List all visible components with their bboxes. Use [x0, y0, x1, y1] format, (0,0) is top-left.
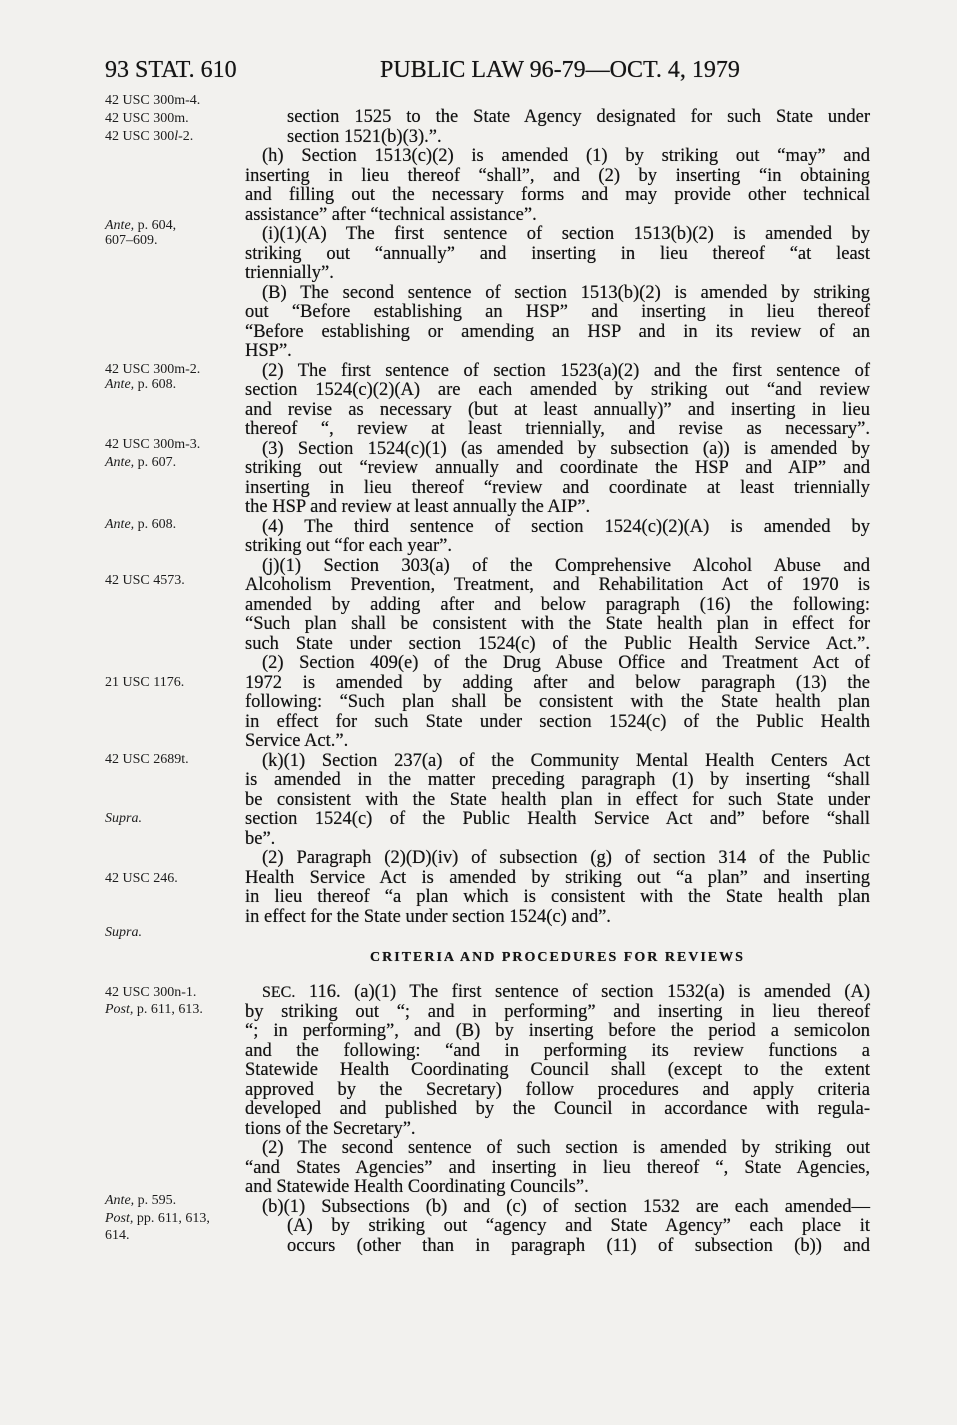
- margin-note-italic: Ante,: [105, 377, 135, 392]
- text-line: the HSP and review at least annually the AIP”.: [245, 497, 591, 518]
- text-line: in effect for the State under section 1524(c) and”.: [245, 906, 611, 927]
- margin-note-text: 42 USC 2689t.: [105, 752, 189, 767]
- text-line: (i)(1)(A) The first sentence of section 1513(b)(2) is amended by: [262, 224, 870, 245]
- page-stat-number: 93 STAT. 610: [105, 57, 237, 83]
- margin-note: [105, 517, 176, 533]
- margin-note-text: 42 USC 300n-1.: [105, 985, 197, 1000]
- text-line: section 1521(b)(3).”.: [287, 126, 442, 147]
- text-line: striking out “annually” and inserting in lieu thereof “at least: [245, 243, 870, 264]
- text-line: tions of the Secretary”.: [245, 1118, 416, 1139]
- body-text: [245, 108, 870, 1256]
- margin-note-text: 42 USC 300: [105, 129, 175, 144]
- text-line: such State under section 1524(c) of the Public Health Service Act.”.: [245, 633, 870, 654]
- margin-note-italic: Supra.: [105, 811, 142, 826]
- text-line: assistance” after “technical assistance”.: [245, 204, 537, 225]
- text-line: and Statewide Health Coordinating Councils”.: [245, 1177, 589, 1198]
- margin-note: [105, 811, 142, 827]
- running-title: PUBLIC LAW 96-79—OCT. 4, 1979: [380, 57, 740, 83]
- margin-note-text: 42 USC 300m-4.: [105, 93, 201, 108]
- margin-note: [105, 362, 200, 378]
- section-heading: CRITERIA AND PROCEDURES FOR REVIEWS: [370, 950, 745, 966]
- text-line: (3) Section 1524(c)(1) (as amended by subsection (a)) is amended by: [262, 438, 870, 459]
- text-line: inserting in lieu thereof “shall”, and (2) by inserting “in obtaining: [245, 165, 870, 186]
- margin-note-italic: Ante,: [105, 517, 135, 532]
- margin-note: [105, 675, 184, 691]
- text-line: [245, 983, 870, 1003]
- margin-note-italic: Post,: [105, 1211, 134, 1226]
- margin-note-text: p. 604,: [137, 218, 177, 233]
- text-line: Alcoholism Prevention, Treatment, and Rehabilitation Act of 1970 is: [245, 575, 870, 596]
- margin-note-text: 614.: [105, 1228, 130, 1243]
- margin-note: [105, 1193, 176, 1209]
- margin-note-italic: Post,: [105, 1002, 134, 1017]
- text-line: and the following: “and in performing its review functions a: [245, 1040, 870, 1061]
- margin-note: [105, 1002, 203, 1018]
- text-line: by striking out “; and in performing” and inserting in lieu thereof: [245, 1001, 870, 1022]
- margin-note: [105, 218, 176, 234]
- margin-note-text: p. 608.: [137, 377, 177, 392]
- text-line: triennially”.: [245, 263, 334, 284]
- margin-note-italic: Ante,: [105, 455, 135, 470]
- text-line: and filling out the necessary forms and may provide other technical: [245, 185, 870, 206]
- margin-note-italic: Supra.: [105, 925, 142, 940]
- text-line: striking out “review annually and coordinate the HSP and AIP” and: [245, 458, 870, 479]
- margin-note-text: 42 USC 300m-2.: [105, 362, 201, 377]
- margin-note: [105, 111, 189, 127]
- text-line: section 1524(c) of the Public Health Service Act and” before “shall: [245, 809, 870, 830]
- text-line: (j)(1) Section 303(a) of the Comprehensive Alcohol Abuse and: [262, 555, 870, 576]
- text-line: Service Act.”.: [245, 731, 349, 752]
- margin-note: [105, 93, 200, 109]
- text-line: in effect for such State under section 1524(c) of the Public Health: [245, 711, 870, 732]
- margin-note: [105, 871, 178, 887]
- text-line: and revise as necessary (but at least annually)” and inserting in lieu: [245, 399, 870, 420]
- margin-note-suffix: -2.: [178, 129, 194, 144]
- text-line: (k)(1) Section 237(a) of the Community Mental Health Centers Act: [262, 750, 870, 771]
- text-line: be”.: [245, 828, 276, 849]
- text-line: (2) Paragraph (2)(D)(iv) of subsection (g) of section 314 of the Public: [262, 848, 870, 869]
- margin-note: [105, 1211, 210, 1227]
- text-line: striking out “for each year”.: [245, 536, 453, 557]
- margin-note: [105, 573, 185, 589]
- text-line: approved by the Secretary) follow procedures and apply criteria: [245, 1079, 870, 1100]
- margin-note-text: p. 608.: [137, 517, 177, 532]
- margin-note: [105, 455, 176, 471]
- margin-note: [105, 1228, 130, 1244]
- text-line: 1972 is amended by adding after and below paragraph (13) the: [245, 672, 870, 693]
- text-line: Statewide Health Coordinating Council shall (except to the extent: [245, 1060, 870, 1081]
- margin-note: [105, 752, 189, 768]
- margin-note-italic: Ante,: [105, 1193, 135, 1208]
- text-line: Health Service Act is amended by striking out “a plan” and inserting: [245, 867, 870, 888]
- margin-note: [105, 437, 200, 453]
- margin-note-italic: l: [174, 129, 179, 144]
- margin-note: [105, 233, 158, 249]
- text-line: inserting in lieu thereof “review and coordinate at least triennially: [245, 477, 870, 498]
- text-line: be consistent with the State health plan in effect for such State under: [245, 789, 870, 810]
- text-line: “; in performing”, and (B) by inserting before the period a semicolon: [245, 1021, 870, 1042]
- text-line: (4) The third sentence of section 1524(c)(2)(A) is amended by: [262, 516, 870, 537]
- text-line: is amended in the matter preceding paragraph (1) by inserting “shall: [245, 770, 870, 791]
- margin-note-text: 42 USC 300m.: [105, 111, 189, 126]
- margin-note-text: 42 USC 246.: [105, 871, 178, 886]
- text-line: (2) The first sentence of section 1523(a)(2) and the first sentence of: [262, 360, 870, 381]
- margin-note: [105, 925, 142, 941]
- text-line: (2) The second sentence of such section is amended by striking out: [262, 1138, 870, 1159]
- text-line: (A) by striking out “agency and State Agency” each place it: [287, 1216, 870, 1237]
- margin-note-text: p. 595.: [137, 1193, 177, 1208]
- margin-note-text: 42 USC 4573.: [105, 573, 185, 588]
- text-line: “and States Agencies” and inserting in lieu thereof “, State Agencies,: [245, 1157, 870, 1178]
- text-line: in lieu thereof “a plan which is consistent with the State health plan: [245, 887, 870, 908]
- margin-note-text: pp. 611, 613,: [136, 1211, 210, 1226]
- margin-note-italic: Ante,: [105, 218, 135, 233]
- text-line: “Such plan shall be consistent with the State health plan in effect for: [245, 614, 870, 635]
- text-line: thereof “, review at least triennially, and revise as necessary”.: [245, 419, 870, 440]
- margin-note-text: 21 USC 1176.: [105, 675, 185, 690]
- margin-note: [105, 377, 176, 393]
- text-line: occurs (other than in paragraph (11) of subsection (b)) and: [287, 1235, 870, 1256]
- margin-note-text: 607–609.: [105, 233, 158, 248]
- text-line: (b)(1) Subsections (b) and (c) of section 1532 are each amended—: [262, 1196, 870, 1217]
- section-label: SEC.: [262, 984, 296, 1002]
- text-line: following: “Such plan shall be consistent with the State health plan: [245, 692, 870, 713]
- margin-note: [105, 129, 193, 145]
- margin-note-text: p. 607.: [137, 455, 177, 470]
- text-line: out “Before establishing an HSP” and inserting in lieu thereof: [245, 302, 870, 323]
- text-line: amended by adding after and below paragraph (16) the following:: [245, 594, 870, 615]
- margin-note: [105, 985, 196, 1001]
- text-line: section 1524(c)(2)(A) are each amended by striking out “and review: [245, 380, 870, 401]
- text-line-content: 116. (a)(1) The first sentence of section 1532(a) is amended (A): [308, 982, 871, 1003]
- text-line: developed and published by the Council in accordance with regula-: [245, 1099, 870, 1120]
- margin-note-text: 42 USC 300m-3.: [105, 437, 201, 452]
- text-line: “Before establishing or amending an HSP and in its review of an: [245, 321, 870, 342]
- text-line: HSP”.: [245, 341, 292, 362]
- text-line: (B) The second sentence of section 1513(b)(2) is amended by striking: [262, 282, 870, 303]
- text-line: (h) Section 1513(c)(2) is amended (1) by striking out “may” and: [262, 146, 870, 167]
- text-line: (2) Section 409(e) of the Drug Abuse Office and Treatment Act of: [262, 653, 870, 674]
- text-line: section 1525 to the State Agency designated for such State under: [287, 107, 870, 128]
- margin-note-text: p. 611, 613.: [136, 1002, 203, 1017]
